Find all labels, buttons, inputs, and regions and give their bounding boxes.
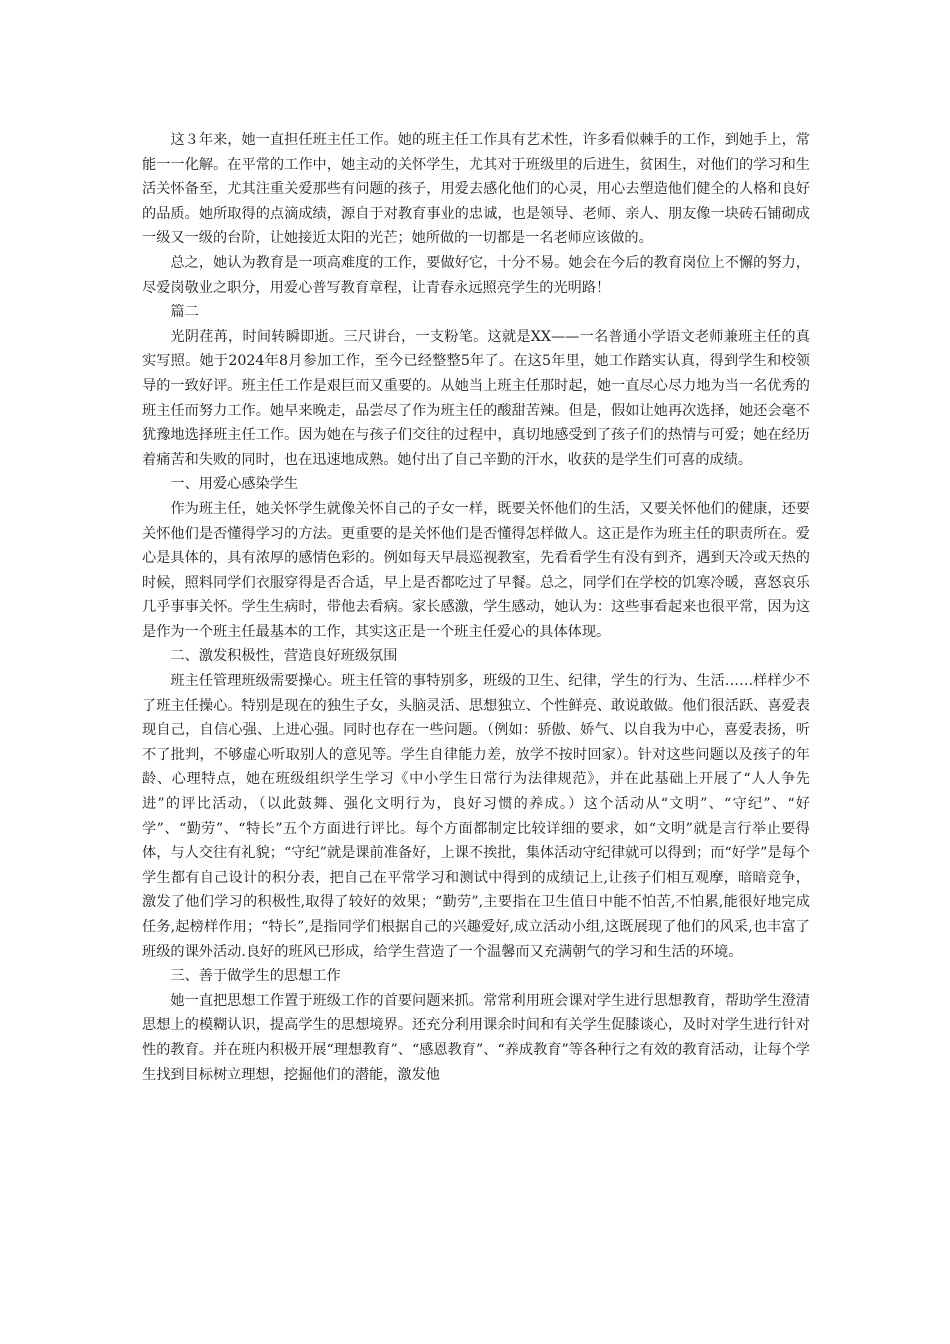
paragraph-section-two: 班主任管理班级需要操心。班主任管的事特别多，班级的卫生、纪律，学生的行为、生活……样样少不了班主任操心。特别是现在的独生子女，头脑灵活、思想独立、个性鲜亮、敢说敢做。他们很活跃、喜爱表现自己，自信心强、上进心强。同时也存在一些问题。（例如：骄傲、娇气、以自我为中心，喜爱表扬，听不了批判，不够虚心听取别人的意见等。学生自律能力差，放学不按时回家）。针对这些问题以及孩子的年龄、心理特点，她在班级组织学生学习《中小学生日常行为法律规范》，并在此基础上开展了“人人争先进”的评比活动，（以此鼓舞、强化文明行为，良好习惯的养成。）这个活动从“文明”、“守纪”、“好学”、“勤劳”、“特长”五个方面进行评比。每个方面都制定比较详细的要求，如“文明”就是言行举止要得体，与人交往有礼貌；“守纪”就是课前准备好，上课不挨批，集体活动守纪律就可以得到；而“好学”是每个学生都有自己设计的积分表，把自己在平常学习和测试中得到的成绩记上,让孩子们相互观摩，暗暗竞争，激发了他们学习的积极性,取得了较好的效果；“勤劳”,主要指在卫生值日中能不怕苦,不怕累,能很好地完成任务,起榜样作用；“特长”,是指同学们根据自己的兴趣爱好,成立活动小组,这既展现了他们的风采,也丰富了班级的课外活动.良好的班风已形成，给学生营造了一个温馨而又充满朝气的学习和生活的环境。 — [142, 673, 810, 960]
heading-section-one: 一、用爱心感染学生 — [170, 476, 299, 493]
paragraph-intro: 这３年来，她一直担任班主任工作。她的班主任工作具有艺术性，许多看似棘手的工作，到她手上，常能一一化解。在平常的工作中，她主动的关怀学生，尤其对于班级里的后进生，贫困生，对他们的学习和生活关怀备至，尤其注重关爱那些有问题的孩子，用爱去感化他们的心灵，用心去塑造他们健全的人格和良好的品质。她所取得的点滴成绩，源自于对教育事业的忠诚，也是领导、老师、亲人、朋友像一块砖石铺砌成一级又一级的台阶，让她接近太阳的光芒；她所做的一切都是一名老师应该做的。 — [142, 132, 810, 247]
heading-section-three: 三、善于做学生的思想工作 — [170, 968, 341, 985]
heading-section-two: 二、激发积极性，营造良好班级氛围 — [170, 648, 398, 665]
paragraph-section-three: 她一直把思想工作置于班级工作的首要问题来抓。常常利用班会课对学生进行思想教育，帮助学生澄清思想上的模糊认识，提高学生的思想境界。还充分利用课余时间和有关学生促膝谈心，及时对学生进行针对性的教育。并在班内积极开展“理想教育”、“感恩教育”、“养成教育”等各种行之有效的教育活动，让每个学生找到目标树立理想，挖掘他们的潜能，激发他 — [142, 992, 810, 1083]
paragraph-conclusion: 总之，她认为教育是一项高难度的工作，要做好它，十分不易。她会在今后的教育岗位上不懈的努力，尽爱岗敬业之职分，用爱心普写教育章程，让青春永远照亮学生的光明路！ — [142, 254, 810, 296]
paragraph-section-one: 作为班主任，她关怀学生就像关怀自己的子女一样，既要关怀他们的生活，又要关怀他们的健康，还要关怀他们是否懂得学习的方法。更重要的是关怀他们是否懂得怎样做人。这正是作为班主任的职责所在。爱心是具体的，具有浓厚的感情色彩的。例如每天早晨巡视教室，先看看学生有没有到齐，遇到天冷或天热的时候，照料同学们衣服穿得是否合适，早上是否都吃过了早餐。总之，同学们在学校的饥寒冷暖，喜怒哀乐几乎事事关怀。学生生病时，带他去看病。家长感激，学生感动，她认为：这些事看起来也很平常，因为这是作为一个班主任最基本的工作，其实这正是一个班主任爱心的具体体现。 — [142, 500, 810, 640]
paragraph-part-two-intro: 光阴荏苒，时间转瞬即逝。三尺讲台，一支粉笔。这就是XX——一名普通小学语文老师兼班主任的真实写照。她于2024年8月参加工作，至今已经整整5年了。在这5年里，她工作踏实认真，得到学生和校领导的一致好评。班主任工作是艰巨而又重要的。从她当上班主任那时起，她一直尽心尽力地为当一名优秀的班主任而努力工作。她早来晚走，品尝尽了作为班主任的酸甜苦辣。但是，假如让她再次选择，她还会毫不犹豫地选择班主任工作。因为她在与孩子们交往的过程中，真切地感受到了孩子们的热情与可爱；她在经历着痛苦和失败的同时，也在迅速地成熟。她付出了自己辛勤的汗水，收获的是学生们可喜的成绩。 — [142, 328, 810, 468]
section-title-part-two: 篇二 — [170, 304, 199, 321]
document-body — [142, 128, 810, 1087]
